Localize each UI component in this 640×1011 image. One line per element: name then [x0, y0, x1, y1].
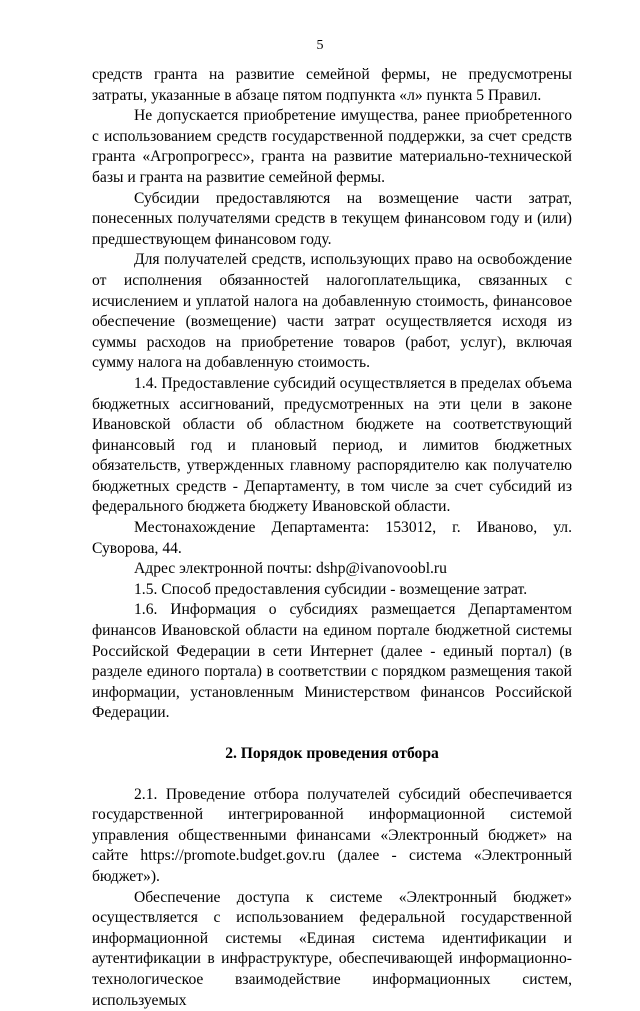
paragraph-department-location: Местонахождение Департамента: 153012, г. Иваново, ул. Суворова, 44.: [92, 519, 572, 557]
paragraph-1-6: 1.6. Информация о субсидиях размещается Департаментом финансов Ивановской области на едином портале бюджетной системы Российской Федерации в сети Интернет (далее - единый портал) (в разделе единого портала) в соответствии с порядком размещения такой информации, установленным Министерством финансов Российской Федерации.: [92, 601, 572, 722]
paragraph-1-5: 1.5. Способ предоставления субсидии - возмещение затрат.: [134, 580, 528, 598]
paragraph-property-restriction: Не допускается приобретение имущества, ранее приобретенного с использованием средств государственной поддержки, за счет средств гранта «Агропрогресс», гранта на развитие материально-технической базы и гранта на развитие семейной фермы.: [92, 107, 572, 186]
document-body: [92, 65, 572, 1011]
paragraph-system-access: Обеспечение доступа к системе «Электронный бюджет» осуществляется с использованием федеральной государственной информационной системы «Единая система идентификации и аутентификации в инфраструктуре, обеспечивающей информационно-технологическое взаимодействие информационных систем, используемых: [92, 888, 572, 1009]
page-number: 5: [316, 38, 324, 53]
paragraph-vat-exemption: Для получателей средств, использующих право на освобождение от исполнения обязанностей налогоплательщика, связанных с исчислением и уплатой налога на добавленную стоимость, финансовое обеспечение (возмещение) части затрат осуществляется исходя из суммы расходов на приобретение товаров (работ, услуг), включая сумму налога на добавленную стоимость.: [92, 251, 572, 372]
section-heading: 2. Порядок проведения отбора: [225, 745, 439, 762]
paragraph-subsidy-reimbursement: Субсидии предоставляются на возмещение части затрат, понесенных получателями средств в текущем финансовом году и (или) предшествующем финансовом году.: [92, 189, 572, 248]
paragraph-1-4: 1.4. Предоставление субсидий осуществляется в пределах объема бюджетных ассигнований, предусмотренных на эти цели в законе Ивановской области об областном бюджете на соответствующий финансовый год и плановый период, и лимитов бюджетных обязательств, утвержденных главному распорядителю как получателю бюджетных средств - Департаменту, в том числе за счет субсидий из федерального бюджета бюджету Ивановской области.: [92, 374, 572, 516]
paragraph-2-1: 2.1. Проведение отбора получателей субсидий обеспечивается государственной интегрированной информационной системой управления общественными финансами «Электронный бюджет» на сайте https://promote.budget.gov.ru (далее - система «Электронный бюджет»).: [92, 785, 572, 885]
paragraph-email-address: Адрес электронной почты: dshp@ivanovoobl.ru: [134, 560, 447, 578]
paragraph-continuation: средств гранта на развитие семейной фермы, не предусмотрены затраты, указанные в абзаце пятом подпункта «л» пункта 5 Правил.: [92, 66, 572, 104]
